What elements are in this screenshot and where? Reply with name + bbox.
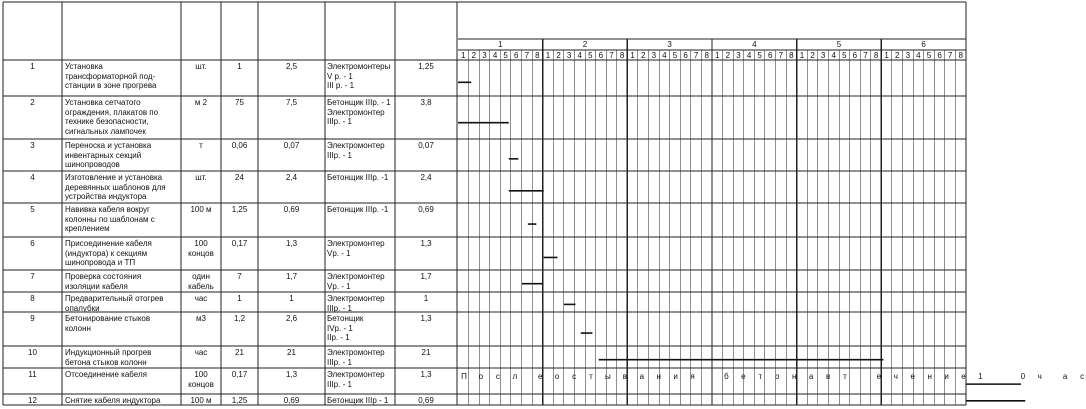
operation-name: Отсоединение кабеля <box>65 370 147 379</box>
duration: 1,25 <box>418 62 434 71</box>
duration: 21 <box>421 348 431 357</box>
labor-cost: 2,4 <box>285 173 298 182</box>
note-letter: о <box>554 372 560 381</box>
labor-cost: 7,5 <box>285 98 298 107</box>
hour-label: 1 <box>630 51 635 60</box>
hour-label: 3 <box>820 51 826 60</box>
hour-label: 4 <box>492 51 498 60</box>
unit: час <box>194 348 208 357</box>
labor-cost: 1 <box>289 294 294 303</box>
note-letter: н <box>656 372 661 381</box>
hour-label: 4 <box>916 51 921 60</box>
crew: Электромонтер Vр. - 1 <box>327 272 385 291</box>
operation-name: Присоединение кабеля (индуктора) к секциям шинопровода и ТП <box>65 239 152 267</box>
volume: 1 <box>237 294 242 303</box>
hour-label: 5 <box>842 51 847 60</box>
hour-label: 8 <box>958 51 963 60</box>
hour-label: 6 <box>937 51 942 60</box>
labor-cost: 2,6 <box>285 314 298 323</box>
hour-label: 5 <box>672 51 678 60</box>
hour-label: 1 <box>799 51 805 60</box>
shift-number: 3 <box>667 40 672 49</box>
hour-label: 7 <box>863 51 868 60</box>
unit: 100 м <box>190 396 212 405</box>
hour-label: 3 <box>736 51 741 60</box>
volume: 1 <box>237 62 242 71</box>
unit: м 2 <box>194 98 208 107</box>
note-letter: е <box>741 372 746 381</box>
volume: 1,25 <box>231 396 248 405</box>
volume: 7 <box>237 272 242 281</box>
hour-label: 6 <box>852 51 858 60</box>
volume: 75 <box>235 98 244 107</box>
hour-label: 7 <box>778 51 784 60</box>
volume: 0,17 <box>231 239 248 248</box>
duration: 3,8 <box>420 98 432 107</box>
crew: Бетонщик IIIр. - 1 Электромонтер IIIр. - 1 <box>327 98 391 126</box>
labor-cost: 1,3 <box>285 370 298 379</box>
volume: 1,25 <box>231 205 248 214</box>
hour-label: 5 <box>588 51 593 60</box>
note-letter: е <box>537 372 543 381</box>
operation-name: Навивка кабеля вокруг колонны по шаблонам с креплением <box>65 205 155 233</box>
note-letter: т <box>843 372 847 381</box>
unit: 100 концов <box>188 239 214 258</box>
duration: 1,3 <box>420 370 432 379</box>
hour-label: 5 <box>757 51 762 60</box>
labor-cost: 2,5 <box>285 62 298 71</box>
note-letter: н <box>927 372 932 381</box>
note-letter: е <box>961 372 966 381</box>
duration: 1,3 <box>420 314 432 323</box>
hour-label: 4 <box>746 51 752 60</box>
duration: 0,69 <box>418 396 434 405</box>
note-letter: т <box>589 372 593 381</box>
volume: 21 <box>235 348 244 357</box>
note-letter: в <box>825 372 831 381</box>
volume: 1,2 <box>233 314 246 323</box>
duration: 1,3 <box>420 239 432 248</box>
hour-label: 1 <box>461 51 466 60</box>
shift-number: 6 <box>921 40 926 49</box>
row-number: 4 <box>30 173 35 182</box>
volume: 0,17 <box>231 370 248 379</box>
hour-label: 2 <box>894 51 900 60</box>
hour-label: 2 <box>725 51 731 60</box>
note-letter: а <box>1062 372 1068 381</box>
row-number: 5 <box>30 205 35 214</box>
duration: 0,69 <box>418 205 434 214</box>
note-letter: ы <box>605 372 611 381</box>
hour-label: 8 <box>789 51 794 60</box>
note-letter: с <box>1080 372 1085 381</box>
operation-name: Проверка состояния изоляции кабеля <box>65 272 142 291</box>
volume: 24 <box>235 173 244 182</box>
unit: м3 <box>196 314 206 323</box>
crew: Бетонщик IIIр. -1 <box>327 173 389 182</box>
duration: 1 <box>423 294 429 303</box>
operation-name: Установка трансформаторной под- станции в зоне прогрева <box>65 62 157 90</box>
hour-label: 3 <box>482 51 487 60</box>
unit: шт. <box>195 173 207 182</box>
note-letter: с <box>495 372 500 381</box>
labor-cost: 1,7 <box>285 272 298 281</box>
hour-label: 5 <box>926 51 932 60</box>
duration: 2,4 <box>420 173 432 182</box>
note-letter: П <box>461 372 467 381</box>
note-letter: а <box>639 372 645 381</box>
operation-name: Индукционный прогрев бетона стыков колонн <box>65 348 152 367</box>
row-number: 3 <box>30 141 35 150</box>
crew: Электромонтер Vр. - 1 <box>327 239 385 258</box>
shift-number: 5 <box>836 40 842 49</box>
labor-cost: 21 <box>287 348 296 357</box>
hour-label: 5 <box>503 51 508 60</box>
note-letter: л <box>512 372 518 381</box>
hour-label: 7 <box>693 51 699 60</box>
hour-label: 8 <box>535 51 540 60</box>
crew: Электромонтер IIIр. - 1 <box>327 141 385 160</box>
hour-label: 2 <box>556 51 561 60</box>
hour-label: 6 <box>598 51 604 60</box>
row-number: 7 <box>30 272 35 281</box>
crew: Бетонщик IIIр - 1 <box>327 396 389 405</box>
unit: т <box>199 141 203 150</box>
volume: 0,06 <box>231 141 248 150</box>
row-number: 10 <box>28 348 37 357</box>
row-number: 9 <box>30 314 35 323</box>
unit: один кабель <box>188 272 214 291</box>
labor-cost: 1,3 <box>285 239 298 248</box>
note-letter: и <box>944 372 949 381</box>
note-letter: о <box>775 372 780 381</box>
hour-label: 1 <box>884 51 889 60</box>
hour-label: 8 <box>873 51 879 60</box>
note-letter: о <box>478 372 484 381</box>
note-letter: и <box>673 372 678 381</box>
note-letter: ч <box>893 372 898 381</box>
hour-label: 3 <box>566 51 572 60</box>
labor-cost: 0,69 <box>283 396 300 405</box>
operation-name: Предварительный отогрев опалубки <box>65 294 164 313</box>
row-number: 12 <box>28 396 37 405</box>
note-letter: с <box>572 372 577 381</box>
operation-name: Установка сетчатого ограждения, плакатов по технике безопасности, сигнальных лампочек <box>65 98 159 136</box>
crew: Электромонтер IIIр. - 1 <box>327 348 385 367</box>
hour-label: 6 <box>513 51 519 60</box>
duration: 1,7 <box>420 272 432 281</box>
hour-label: 2 <box>810 51 815 60</box>
note-letter: е <box>876 372 882 381</box>
shift-number: 1 <box>498 40 503 49</box>
operation-name: Переноска и установка инвентарных секций шинопроводов <box>65 141 152 169</box>
note-letter: б <box>724 372 729 381</box>
hour-label: 1 <box>715 51 720 60</box>
note-letter: в <box>622 372 627 381</box>
unit: шт. <box>195 62 207 71</box>
note-letter: е <box>910 372 915 381</box>
crew: Бетонщик IIIр. -1 <box>327 205 389 214</box>
hour-label: 4 <box>577 51 582 60</box>
note-letter: ч <box>1037 372 1042 381</box>
crew: Электромонтеры V р. - 1 III р. - 1 <box>327 62 391 90</box>
hour-label: 8 <box>619 51 625 60</box>
hour-label: 2 <box>640 51 646 60</box>
duration: 0,07 <box>418 141 434 150</box>
hour-label: 4 <box>831 51 836 60</box>
row-number: 11 <box>28 370 37 379</box>
hour-label: 7 <box>947 51 953 60</box>
crew: Бетонщик IVр. - 1 IIр. - 1 <box>327 314 364 342</box>
shift-number: 2 <box>582 40 588 49</box>
row-number: 8 <box>30 294 35 303</box>
note-letter: я <box>690 372 695 381</box>
row-number: 2 <box>30 98 35 107</box>
hour-label: 3 <box>651 51 657 60</box>
hour-label: 8 <box>704 51 709 60</box>
operation-name: Изготовление и установка деревянных шаблонов для устройства индуктора <box>65 173 166 201</box>
note-letter: н <box>791 372 797 381</box>
row-number: 1 <box>30 62 35 71</box>
note-letter: т <box>758 372 763 381</box>
row-number: 6 <box>30 239 35 248</box>
note-letter: а <box>808 372 814 381</box>
note-letter: 0 <box>1020 372 1026 381</box>
unit: 100 м <box>190 205 212 214</box>
hour-label: 6 <box>767 51 773 60</box>
crew: Электромонтер IIIр. - 1 <box>327 294 385 313</box>
hour-label: 7 <box>609 51 614 60</box>
hour-label: 1 <box>545 51 551 60</box>
shift-number: 4 <box>752 40 757 49</box>
hour-label: 3 <box>905 51 911 60</box>
unit: 100 концов <box>188 370 214 389</box>
note-letter: 1 <box>978 372 983 381</box>
operation-name: Снятие кабеля индуктора <box>65 396 161 405</box>
hour-label: 4 <box>662 51 667 60</box>
hour-label: 6 <box>683 51 688 60</box>
operation-name: Бетонирование стыков колонн <box>65 314 151 333</box>
labor-cost: 0,07 <box>283 141 300 150</box>
unit: час <box>194 294 208 303</box>
crew: Электромонтер IIIр. - 1 <box>327 370 385 389</box>
hour-label: 2 <box>471 51 477 60</box>
hour-label: 7 <box>524 51 530 60</box>
labor-cost: 0,69 <box>283 205 300 214</box>
